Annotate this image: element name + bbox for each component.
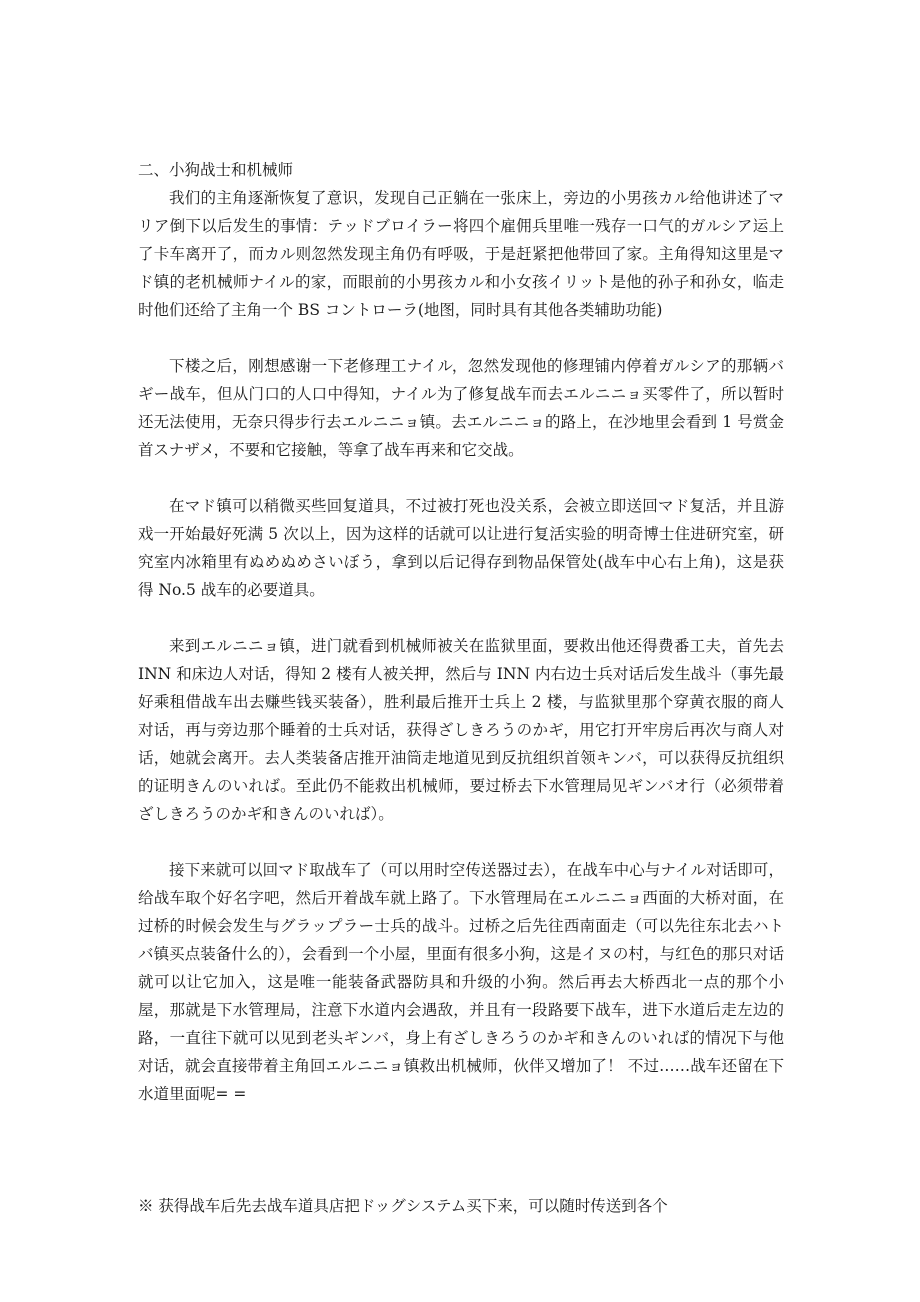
paragraph-1: 我们的主角逐渐恢复了意识，发现自己正躺在一张床上，旁边的小男孩カル给他讲述了マリア倒下以后发生的事情：テッドブロイラー将四个雇佣兵里唯一残存一口气的ガルシア运上了卡车离开了，而カル则忽然发现主角仍有呼吸，于是赶紧把他带回了家。主角得知这里是マド镇的老机械师ナイル的家，而眼前的小男孩カル和小女孩イリット是他的孙子和孙女，临走时他们还给了主角一个 BS コントローラ(地图，同时具有其他各类辅助功能) (138, 189, 784, 319)
paragraph-5: 接下来就可以回マド取战车了（可以用时空传送器过去），在战车中心与ナイル对话即可，给战车取个好名字吧，然后开着战车就上路了。下水管理局在エルニニョ西面的大桥对面，在过桥的时候会发生与グラップラー士兵的战斗。过桥之后先往西南面走（可以先往东北去ハトバ镇买点装备什么的），会看到一个小屋，里面有很多小狗，这是イヌの村，与红色的那只对话就可以让它加入，这是唯一能装备武器防具和升级的小狗。然后再去大桥西北一点的那个小屋，那就是下水管理局，注意下水道内会遇敌，并且有一段路要下战车，进下水道后走左边的路，一直往下就可以见到老头ギンバ，身上有ざしきろうのかギ和きんのいれば的情况下与他对话，就会直接带着主角回エルニニョ镇救出机械师，伙伴又增加了！ 不过……战车还留在下水道里面呢= = (138, 861, 784, 1103)
paragraph-2: 下楼之后，刚想感谢一下老修理工ナイル，忽然发现他的修理铺内停着ガルシア的那辆バギー战车，但从门口的人口中得知，ナイル为了修复战车而去エルニニョ买零件了，所以暂时还无法使用，无奈只得步行去エルニニョ镇。去エルニニョ的路上，在沙地里会看到 1 号赏金首スナザメ，不要和它接触，等拿了战车再来和它交战。 (138, 357, 784, 459)
section-spacer (138, 1108, 784, 1192)
paragraph-spacer (138, 828, 784, 856)
section-heading: 二、小狗战士和机械师 (138, 161, 294, 179)
paragraph-4: 来到エルニニョ镇，进门就看到机械师被关在监狱里面，要救出他还得费番工夫，首先去 INN 和床边人对话，得知 2 楼有人被关押，然后与 INN 内右边士兵对话后发生战斗（事先最好乘租借战车出去赚些钱买装备），胜利最后推开士兵上 2 楼，与监狱里那个穿黄衣服的商人对话，再与旁边那个睡着的士兵对话，获得ざしきろうのかギ，用它打开牢房后再次与商人对话，她就会离开。去人类装备店推开油筒走地道见到反抗组织首领キンバ，可以获得反抗组织的证明きんのいれば。至此仍不能救出机械师，要过桥去下水管理局见ギンバオ行（必须带着ざしきろうのかギ和きんのいれば）。 (138, 637, 784, 823)
document-page (138, 156, 784, 1220)
paragraph-spacer (138, 324, 784, 352)
paragraph-3: 在マド镇可以稍微买些回复道具，不过被打死也没关系，会被立即送回マド复活，并且游戏一开始最好死满 5 次以上，因为这样的话就可以让进行复活实验的明奇博士住进研究室，研究室内冰箱里有ぬめぬめさいぼう，拿到以后记得存到物品保管处(战车中心右上角)，这是获得 No.5 战车的必要道具。 (138, 497, 784, 599)
footnote: ※ 获得战车后先去战车道具店把ドッグシステム买下来，可以随时传送到各个 (138, 1197, 668, 1215)
paragraph-spacer (138, 464, 784, 492)
paragraph-spacer (138, 604, 784, 632)
